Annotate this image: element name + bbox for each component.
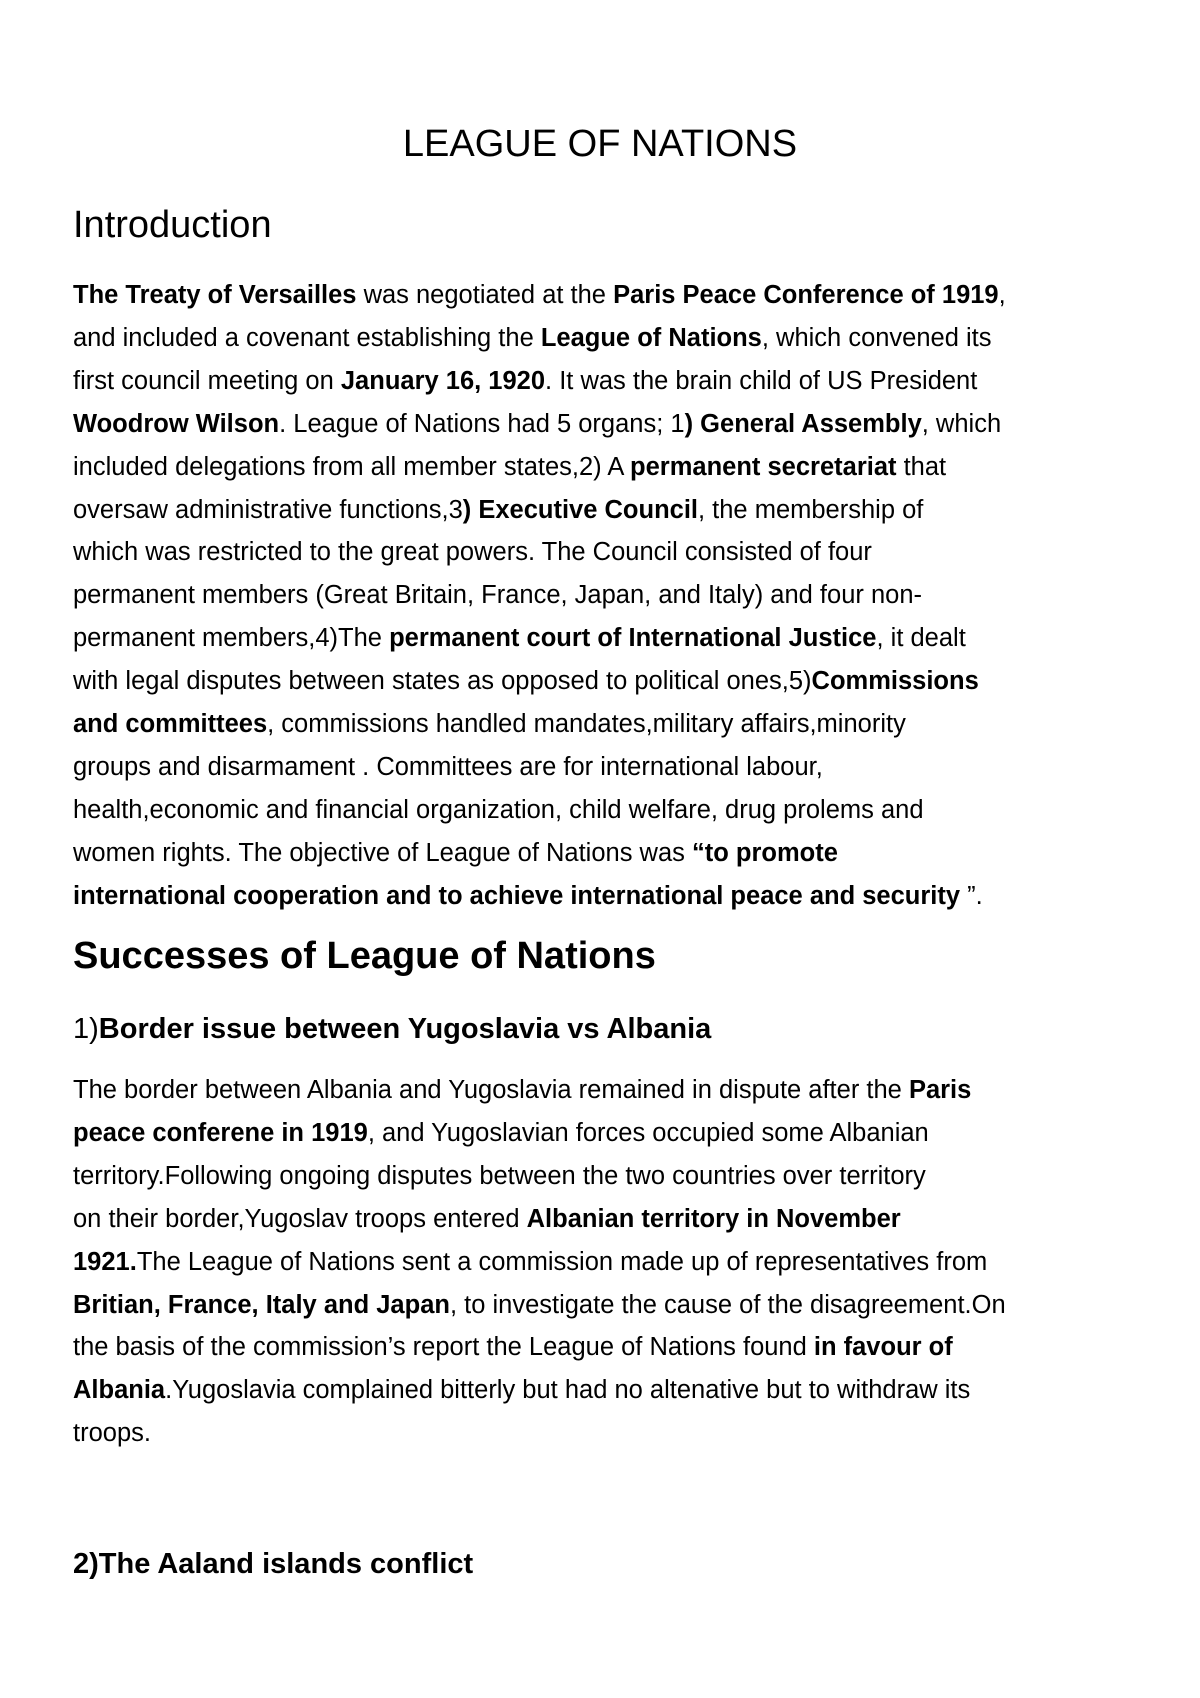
bold-text-run: Albania	[73, 1376, 166, 1405]
text-run: and included a covenant establishing the	[73, 323, 541, 352]
text-run: , and Yugoslavian forces occupied some Albanian	[367, 1118, 929, 1147]
text-run: on their border,Yugoslav troops entered	[73, 1204, 527, 1233]
bold-text-run: ) Executive Council	[462, 495, 698, 524]
bold-text-run: Woodrow Wilson	[73, 409, 280, 438]
text-run: first council meeting on	[73, 366, 341, 395]
bold-text-run: 1921.	[73, 1247, 137, 1276]
bold-text-run: international cooperation and to achieve international peace and security	[73, 881, 968, 910]
text-run: territory.Following ongoing disputes between the two countries over territory	[73, 1161, 926, 1190]
bold-text-run: )	[684, 409, 694, 438]
paragraph-line	[73, 403, 1143, 446]
paragraph-line	[73, 660, 1143, 703]
section-1-paragraph	[73, 1069, 1143, 1455]
paragraph-line	[73, 531, 1143, 574]
text-run: , commissions handled mandates,military affairs,minority	[267, 710, 906, 739]
bold-text-run: peace conferene in 1919	[73, 1118, 368, 1147]
paragraph-line	[73, 489, 1143, 532]
paragraph-line	[73, 1326, 1143, 1369]
text-run: health,economic and financial organization, child welfare, drug prolems and	[73, 795, 924, 824]
bold-text-run: Commissions	[811, 667, 979, 696]
paragraph-line	[73, 1284, 1143, 1327]
paragraph-line	[73, 1155, 1143, 1198]
paragraph-line	[73, 1069, 1143, 1112]
bold-text-run: and committees	[73, 710, 268, 739]
text-run: The border between Albania and Yugoslavia remained in dispute after the	[73, 1076, 909, 1104]
paragraph-line	[73, 1369, 1143, 1412]
text-run: , the membership of	[698, 495, 924, 524]
text-run: oversaw administrative functions,3	[73, 495, 463, 524]
introduction-heading: Introduction	[73, 204, 272, 246]
text-run: that	[896, 452, 947, 481]
text-run: which was restricted to the great powers. The Council consisted of four	[73, 538, 872, 567]
text-run: The League of Nations sent a commission made up of representatives from	[136, 1247, 988, 1276]
bold-text-run: Paris Peace Conference of 1919	[613, 281, 999, 309]
bold-text-run: General Assembly	[700, 409, 922, 438]
text-run: . League of Nations had 5 organs; 1	[279, 409, 685, 438]
text-run: , it dealt	[876, 624, 966, 653]
bold-text-run: The Treaty of Versailles	[73, 281, 357, 309]
introduction-paragraph	[73, 274, 1143, 918]
text-run: , which	[921, 409, 1002, 438]
paragraph-line	[73, 1412, 1143, 1455]
text-run: groups and disarmament . Committees are for international labour,	[73, 752, 823, 781]
paragraph-line	[73, 274, 1143, 317]
text-run: , to investigate the cause of the disagreement.On	[449, 1290, 1006, 1319]
text-run: permanent members (Great Britain, France, Japan, and Italy) and four non-	[73, 581, 922, 610]
text-run: ,	[998, 281, 1006, 309]
section-1-title: Border issue between Yugoslavia vs Albania	[98, 1013, 712, 1045]
bold-text-run: permanent secretariat	[630, 452, 897, 481]
paragraph-line	[73, 703, 1143, 746]
bold-text-run: in favour of	[813, 1333, 953, 1362]
bold-text-run: “to promote	[691, 838, 838, 867]
paragraph-line	[73, 832, 1143, 875]
bold-text-run: Albanian territory in November	[526, 1204, 901, 1233]
paragraph-line	[73, 875, 1143, 918]
section-2-title: 2)The Aaland islands conflict	[73, 1548, 474, 1580]
text-run: included delegations from all member states,2) A	[73, 452, 631, 481]
text-run: . It was the brain child of US President	[545, 366, 978, 395]
bold-text-run: permanent court of International Justice	[389, 624, 877, 653]
paragraph-line	[73, 574, 1143, 617]
section-2-heading	[73, 1546, 473, 1582]
section-1-number: 1)	[73, 1013, 99, 1045]
text-run: troops.	[73, 1419, 151, 1448]
bold-text-run: League of Nations	[540, 323, 762, 352]
bold-text-run: Paris	[908, 1076, 972, 1104]
paragraph-line	[73, 789, 1143, 832]
text-run: , which convened its	[761, 323, 992, 352]
paragraph-line	[73, 1112, 1143, 1155]
paragraph-line	[73, 317, 1143, 360]
successes-heading: Successes of League of Nations	[73, 935, 656, 977]
text-run: was negotiated at the	[356, 281, 614, 309]
text-run: permanent members,4)The	[73, 624, 390, 653]
bold-text-run: Britian, France, Italy and Japan	[73, 1290, 450, 1319]
document-title: LEAGUE OF NATIONS	[402, 123, 798, 165]
section-1-heading	[73, 1011, 711, 1047]
text-run: with legal disputes between states as opposed to political ones,5)	[73, 667, 812, 696]
bold-text-run: January 16, 1920	[340, 366, 546, 395]
text-run: women rights. The objective of League of Nations was	[73, 838, 692, 867]
paragraph-line	[73, 1198, 1143, 1241]
paragraph-line	[73, 617, 1143, 660]
paragraph-line	[73, 446, 1143, 489]
text-run: .Yugoslavia complained bitterly but had no altenative but to withdraw its	[165, 1376, 971, 1405]
paragraph-line	[73, 1241, 1143, 1284]
paragraph-line	[73, 360, 1143, 403]
text-run: ”.	[967, 881, 983, 910]
text-run: the basis of the commission’s report the League of Nations found	[73, 1333, 814, 1362]
paragraph-line	[73, 746, 1143, 789]
